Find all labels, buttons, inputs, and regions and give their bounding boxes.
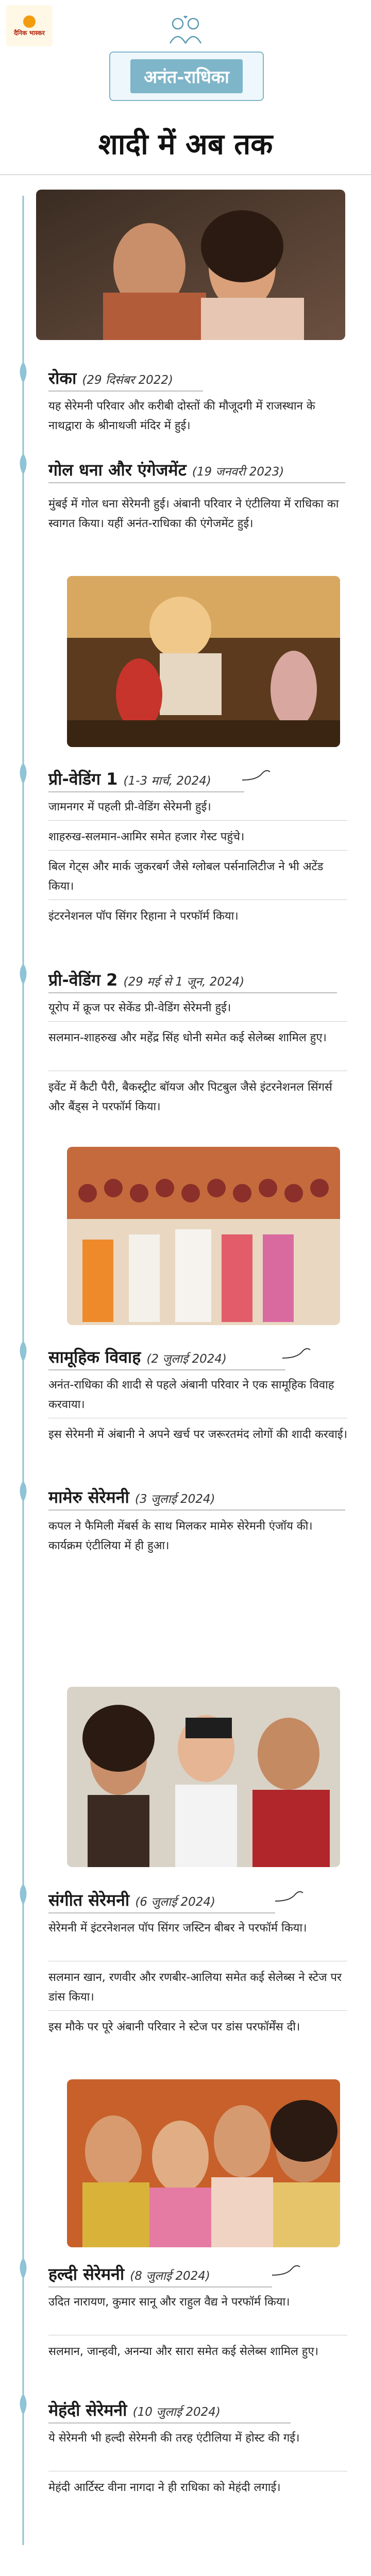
curl-decoration-icon (274, 1888, 305, 1903)
leaf-icon (15, 361, 31, 384)
title-underline (48, 992, 337, 993)
event-title-roka (48, 367, 173, 389)
dainik-bhaskar-logo[interactable] (6, 5, 53, 46)
event-date: (6 जुलाई 2024) (135, 1895, 216, 1909)
page-title: शादी में अब तक (98, 128, 273, 161)
leaf-icon (15, 2393, 31, 2416)
event-title: प्री-वेडिंग 1 (48, 769, 118, 789)
event-paragraph: जामनगर में पहली प्री-वेडिंग सेरेमनी हुई। (48, 801, 211, 814)
event-paragraph: उदित नारायण, कुमार सानू और राहुल वैद्य ने परफॉर्म किया। (48, 2296, 290, 2309)
event-title-pre-wedding-2 (48, 969, 244, 991)
pre-wedding-group-photo (67, 1147, 340, 1325)
title-underline (48, 791, 244, 792)
event-date: (10 जुलाई 2024) (132, 2405, 221, 2419)
event-paragraph: सलमान-शाहरुख और महेंद्र सिंह धोनी समेत कई सेलेब्स शामिल हुए। (48, 1031, 327, 1044)
leaf-icon (15, 452, 31, 476)
event-paragraph: यूरोप में क्रूज पर सेकेंड प्री-वेडिंग सेरेमनी हुई। (48, 1002, 231, 1014)
event-title: मामेरु सेरेमनी (48, 1487, 129, 1507)
leaf-icon (15, 962, 31, 986)
event-paragraph: यह सेरेमनी परिवार और करीबी दोस्तों की मौजूदगी में राजस्थान के नाथद्वारा के श्रीनाथजी मंदिर में हुई। (48, 400, 315, 432)
event-title-sangeet (48, 1889, 215, 1911)
event-paragraph: इंटरनेशनल पॉप सिंगर रिहाना ने परफॉर्म किया। (48, 910, 239, 923)
event-paragraph: इवेंट में कैटी पैरी, बैकस्ट्रीट बॉयज और पिटबुल जैसे इंटरनेशनल सिंगर्स और बैंड्स ने परफॉर्म किया। (48, 1081, 332, 1113)
leaf-icon (15, 1883, 31, 1906)
event-title-samuhik-vivah (48, 1346, 227, 1368)
title-underline (48, 1369, 285, 1370)
paragraph-separator (48, 1021, 347, 1022)
curl-decoration-icon (281, 1345, 312, 1360)
event-paragraph: ये सेरेमनी भी हल्दी सेरेमनी की तरह एंटीलिया में होस्ट की गई। (48, 2432, 300, 2445)
banner-title: अनंत-राधिका (130, 59, 243, 93)
event-paragraph: कपल ने फैमिली मेंबर्स के साथ मिलकर मामेरु सेरेमनी एंजॉय की। कार्यक्रम एंटीलिया में ही हुआ। (48, 1520, 313, 1552)
event-title-mameru (48, 1486, 215, 1508)
curl-decoration-icon (271, 2262, 302, 2277)
title-underline (48, 1912, 275, 1913)
event-title: संगीत सेरेमनी (48, 1890, 130, 1910)
leaf-icon (15, 1340, 31, 1363)
event-title: मेहंदी सेरेमनी (48, 2400, 127, 2420)
mameru-photo (67, 1687, 340, 1867)
title-underline (48, 1510, 345, 1511)
event-title-haldi (48, 2263, 210, 2285)
vine-decoration (15, 196, 31, 2545)
event-title-pre-wedding-1 (48, 768, 211, 790)
sangeet-photo (67, 2079, 340, 2247)
event-paragraph: सलमान, जान्हवी, अनन्या और सारा समेत कई सेलेब्स शामिल हुए। (48, 2345, 318, 2358)
couple-photo (36, 190, 345, 340)
event-date: (1-3 मार्च, 2024) (123, 774, 211, 788)
title-underline (48, 391, 203, 392)
event-date: (19 जनवरी 2023) (192, 465, 284, 479)
logo-text: दैनिक भास्कर (14, 29, 45, 37)
event-date: (3 जुलाई 2024) (134, 1493, 215, 1506)
event-title: प्री-वेडिंग 2 (48, 970, 118, 990)
event-date: (29 दिसंबर 2022) (82, 374, 174, 387)
leaf-icon (15, 2257, 31, 2280)
couple-icon (160, 14, 211, 45)
event-paragraph: इस सेरेमनी में अंबानी ने अपने खर्च पर जरूरतमंद लोगों की शादी करवाई। (48, 1428, 347, 1441)
event-paragraph: इस मौके पर पूरे अंबानी परिवार ने स्टेज पर डांस परफॉर्मेंस दी। (48, 2021, 300, 2033)
event-title: रोका (48, 368, 77, 388)
event-title: गोल धना और एंगेजमेंट (48, 460, 187, 480)
event-title-gol-dhana (48, 459, 284, 481)
event-title: हल्दी सेरेमनी (48, 2264, 125, 2284)
event-paragraph: सलमान खान, रणवीर और रणबीर-आलिया समेत कई सेलेब्स ने स्टेज पर डांस किया। (48, 1971, 342, 2004)
title-underline (48, 482, 345, 483)
event-paragraph: बिल गेट्स और मार्क जुकरबर्ग जैसे ग्लोबल पर्सनालिटीज ने भी अटेंड किया। (48, 860, 324, 893)
leaf-icon (15, 761, 31, 785)
title-banner (109, 52, 264, 101)
event-date: (29 मई से 1 जून, 2024) (123, 975, 245, 989)
event-date: (8 जुलाई 2024) (130, 2269, 210, 2283)
event-paragraph: मेहंदी आर्टिस्ट वीना नागदा ने ही राधिका को मेहंदी लगाई। (48, 2481, 281, 2494)
title-underline (48, 2422, 291, 2424)
sun-logo-icon (23, 15, 36, 28)
curl-decoration-icon (241, 767, 272, 782)
event-paragraph: मुंबई में गोल धना सेरेमनी हुई। अंबानी परिवार ने एंटीलिया में राधिका का स्वागत किया। यहीं अनंत-राधिका की एंगेजमेंट हुई। (48, 498, 339, 530)
header-divider (0, 174, 371, 175)
paragraph-separator (48, 2010, 347, 2011)
event-paragraph: सेरेमनी में इंटरनेशनल पॉप सिंगर जस्टिन बीबर ने परफॉर्म किया। (48, 1922, 307, 1935)
event-title-mehendi (48, 2399, 221, 2421)
event-title: सामूहिक विवाह (48, 1347, 141, 1367)
title-underline (48, 2286, 272, 2287)
engagement-photo (67, 576, 340, 747)
event-paragraph: अनंत-राधिका की शादी से पहले अंबानी परिवार ने एक सामूहिक विवाह करवाया। (48, 1379, 334, 1411)
leaf-icon (15, 1480, 31, 1503)
event-date: (2 जुलाई 2024) (146, 1352, 227, 1366)
paragraph-separator (48, 850, 347, 851)
paragraph-separator (48, 820, 347, 821)
event-paragraph: शाहरुख-सलमान-आमिर समेत हजार गेस्ट पहुंचे। (48, 831, 245, 843)
